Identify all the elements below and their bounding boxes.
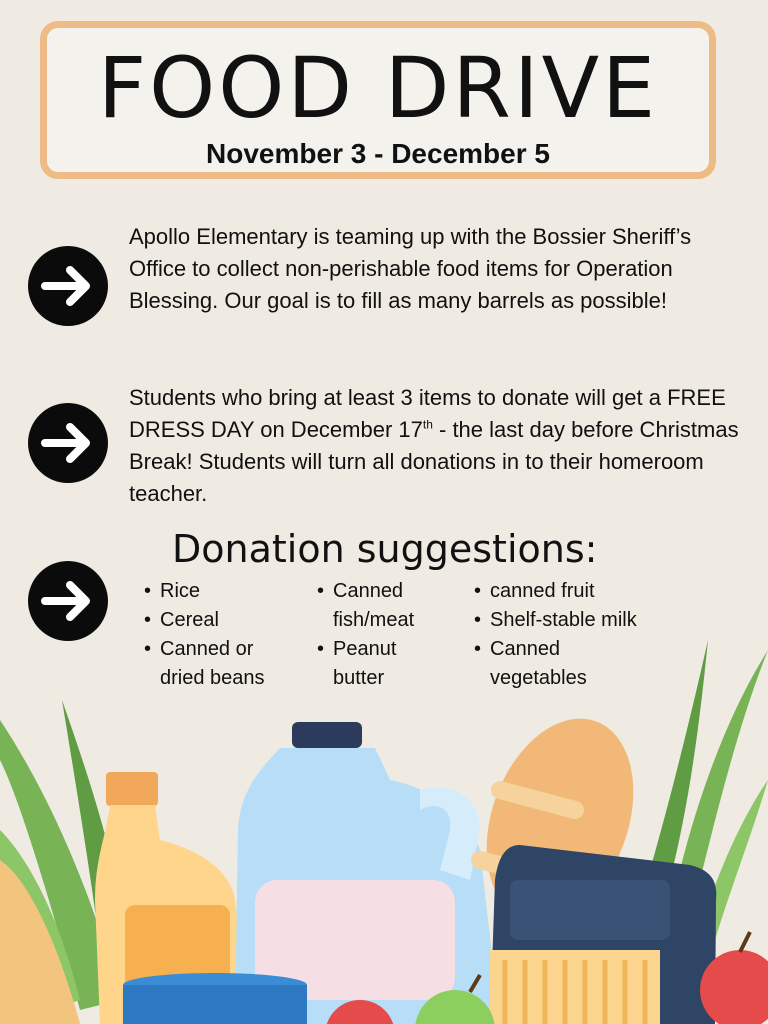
list-item: • Cereal xyxy=(144,606,294,635)
list-item: • canned fruit xyxy=(474,577,659,606)
free-dress-text: Students who bring at least 3 items to donate will get a FREE DRESS DAY on December 17 xyxy=(129,385,726,442)
list-item: • Canned vegetables xyxy=(474,635,659,693)
tin-can-icon xyxy=(123,973,307,1024)
free-dress-paragraph xyxy=(129,382,749,510)
arrow-right-icon xyxy=(28,403,108,483)
suggestions-title: Donation suggestions: xyxy=(172,527,598,571)
date-range: November 3 - December 5 xyxy=(206,138,550,169)
list-item: • Peanut butter xyxy=(317,635,442,693)
arrow-right-icon xyxy=(28,246,108,326)
list-item: • Rice xyxy=(144,577,294,606)
list-item: • Canned or dried beans xyxy=(144,635,294,693)
arrow-right-icon xyxy=(28,561,108,641)
intro-paragraph: Apollo Elementary is teaming up with the Bossier Sheriff’s Office to collect non-perishable food items for Operation Blessing. Our goal is to fill as many barrels as possible! xyxy=(129,224,692,313)
list-item: • Canned fish/meat xyxy=(317,577,442,635)
list-item: • Shelf-stable milk xyxy=(474,606,659,635)
page-title: FOOD DRIVE xyxy=(97,39,659,137)
cereal-box-icon xyxy=(490,845,716,1024)
header-box xyxy=(40,21,716,179)
groceries-illustration xyxy=(0,630,768,1024)
free-dress-text-end: - the last day before Christmas Break! Students will turn all donations in to their homeroom teacher. xyxy=(129,417,739,506)
date-superscript: th xyxy=(422,417,433,432)
